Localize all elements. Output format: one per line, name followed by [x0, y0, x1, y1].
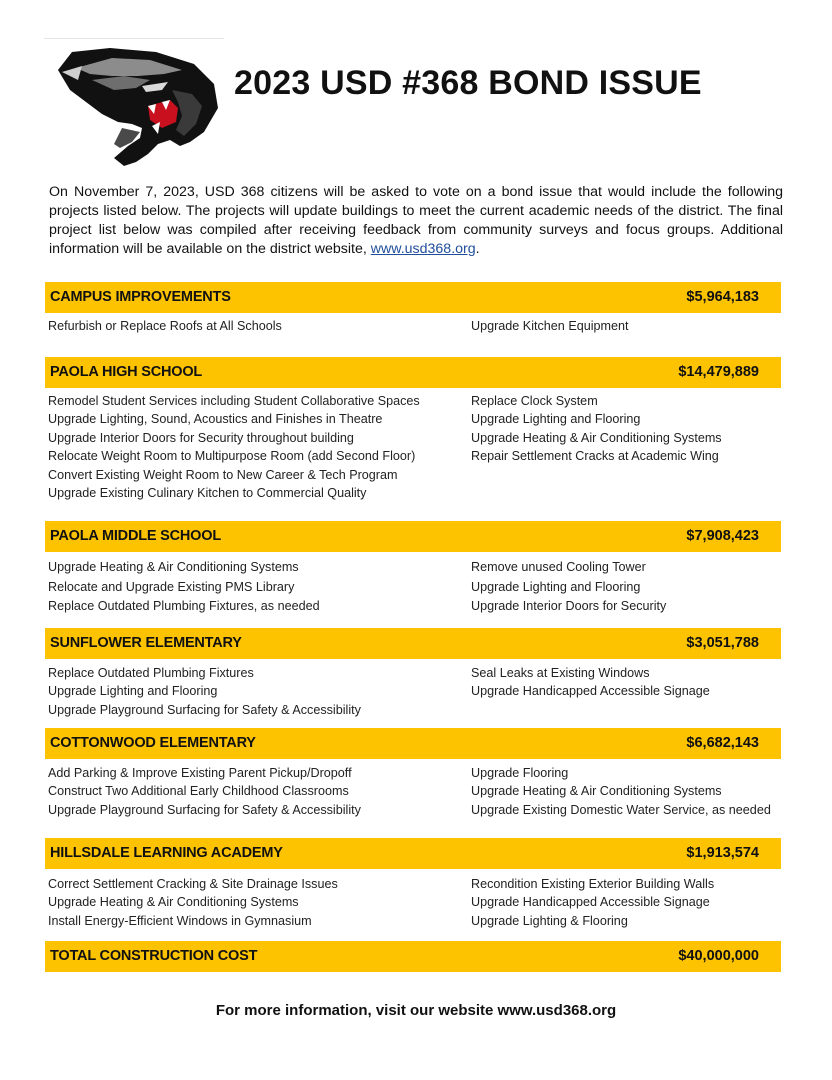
section-name: COTTONWOOD ELEMENTARY: [50, 735, 256, 751]
page-title: 2023 USD #368 BOND ISSUE: [234, 64, 702, 102]
project-item: Construct Two Additional Early Childhood Classrooms: [48, 784, 349, 799]
logo-rule: [44, 38, 224, 39]
section-amount: $1,913,574: [686, 845, 759, 861]
section-header-hillsdale-learning-academy: [45, 838, 781, 869]
total-amount: $40,000,000: [678, 948, 759, 964]
project-item: Remove unused Cooling Tower: [471, 560, 646, 574]
project-item: Relocate and Upgrade Existing PMS Library: [48, 579, 295, 594]
section-items-left: [48, 317, 282, 335]
section-amount: $5,964,183: [686, 289, 759, 305]
section-items-left: [48, 664, 361, 719]
intro-paragraph: [49, 183, 783, 259]
project-item: Upgrade Lighting and Flooring: [471, 579, 641, 594]
project-item: Upgrade Interior Doors for Security throughout building: [48, 430, 354, 445]
project-item: Upgrade Existing Culinary Kitchen to Commercial Quality: [48, 485, 367, 500]
project-item: Recondition Existing Exterior Building Walls: [471, 877, 715, 891]
total-construction-cost-bar: [45, 941, 781, 972]
intro-text: On November 7, 2023, USD 368 citizens will be asked to vote on a bond issue that would include the following projects listed below. The projects will update buildings to meet the current academic needs of the district. The final project list below was compiled after receiving feedback from community surveys and focus groups. Additional information will be available on the district website,: [49, 184, 783, 257]
project-item: Repair Settlement Cracks at Academic Wing: [471, 449, 719, 464]
section-items-right: [471, 764, 771, 819]
section-name: PAOLA MIDDLE SCHOOL: [50, 528, 222, 544]
section-header-paola-middle-school: [45, 521, 781, 552]
section-items-left: [48, 875, 338, 930]
footer-website-note: For more information, visit our website www.usd368.org: [215, 1002, 617, 1019]
project-item: Seal Leaks at Existing Windows: [471, 666, 650, 680]
project-item: Upgrade Playground Surfacing for Safety & Accessibility: [48, 802, 361, 817]
project-item: Upgrade Lighting & Flooring: [471, 913, 628, 928]
project-item: Replace Outdated Plumbing Fixtures, as needed: [48, 599, 320, 614]
section-items-right: [471, 392, 722, 466]
section-amount: $14,479,889: [678, 364, 759, 380]
project-item: Upgrade Playground Surfacing for Safety & Accessibility: [48, 702, 361, 717]
project-item: Convert Existing Weight Room to New Career & Tech Program: [48, 467, 398, 482]
project-item: Replace Outdated Plumbing Fixtures: [48, 666, 254, 680]
section-amount: $6,682,143: [686, 735, 759, 751]
intro-end: .: [475, 241, 480, 257]
project-item: Correct Settlement Cracking & Site Drainage Issues: [48, 877, 338, 891]
total-label: TOTAL CONSTRUCTION COST: [50, 948, 258, 964]
project-item: Install Energy-Efficient Windows in Gymnasium: [48, 913, 312, 928]
section-items-right: [471, 664, 710, 701]
district-website-link[interactable]: www.usd368.org: [370, 241, 476, 257]
section-items-left: [48, 392, 420, 502]
section-name: SUNFLOWER ELEMENTARY: [50, 635, 242, 651]
section-items-left: [48, 764, 361, 819]
project-item: Upgrade Lighting, Sound, Acoustics and Finishes in Theatre: [48, 412, 383, 427]
project-item: Upgrade Handicapped Accessible Signage: [471, 895, 710, 910]
project-item: Upgrade Existing Domestic Water Service, as needed: [471, 802, 771, 817]
project-item: Replace Clock System: [471, 394, 598, 408]
project-item: Upgrade Handicapped Accessible Signage: [471, 684, 710, 699]
project-item: Remodel Student Services including Student Collaborative Spaces: [48, 394, 420, 408]
section-name: CAMPUS IMPROVEMENTS: [50, 289, 231, 305]
project-item: Upgrade Heating & Air Conditioning Systems: [48, 560, 299, 574]
project-item: Upgrade Interior Doors for Security: [471, 599, 667, 614]
section-items-right: [471, 875, 714, 930]
section-amount: $3,051,788: [686, 635, 759, 651]
section-items-right: [471, 558, 666, 617]
panther-head-logo: [52, 44, 222, 169]
section-header-campus-improvements: [45, 282, 781, 313]
project-item: Upgrade Flooring: [471, 766, 569, 780]
project-item: Upgrade Lighting and Flooring: [48, 684, 218, 699]
project-item: Upgrade Heating & Air Conditioning Systems: [48, 895, 299, 910]
project-item: Upgrade Heating & Air Conditioning Systems: [471, 784, 722, 799]
project-item: Add Parking & Improve Existing Parent Pickup/Dropoff: [48, 766, 352, 780]
section-header-sunflower-elementary: [45, 628, 781, 659]
section-items-right: [471, 317, 629, 335]
project-item: Upgrade Kitchen Equipment: [471, 319, 629, 333]
section-header-cottonwood-elementary: [45, 728, 781, 759]
section-name: HILLSDALE LEARNING ACADEMY: [50, 845, 283, 861]
project-item: Refurbish or Replace Roofs at All Schools: [48, 319, 282, 333]
project-item: Relocate Weight Room to Multipurpose Room (add Second Floor): [48, 449, 416, 464]
project-item: Upgrade Lighting and Flooring: [471, 412, 641, 427]
section-header-paola-high-school: [45, 357, 781, 388]
project-item: Upgrade Heating & Air Conditioning Systems: [471, 430, 722, 445]
section-name: PAOLA HIGH SCHOOL: [50, 364, 203, 380]
section-items-left: [48, 558, 320, 617]
section-amount: $7,908,423: [686, 528, 759, 544]
